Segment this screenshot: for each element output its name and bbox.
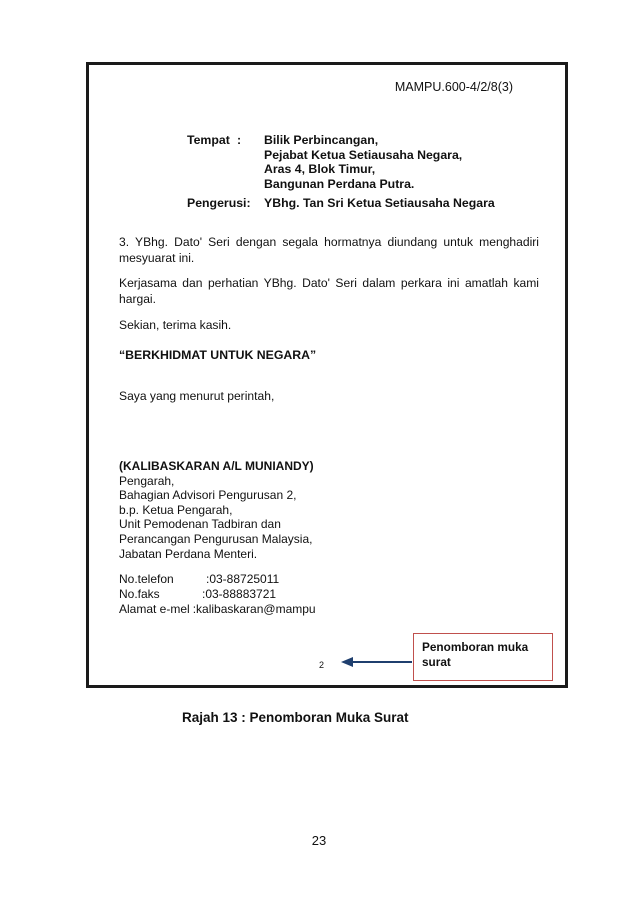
callout-line: Penomboran muka <box>422 640 529 654</box>
callout-line: surat <box>422 654 451 669</box>
paragraph-kerjasama: Kerjasama dan perhatian YBhg. Dato' Seri dalam perkara ini amatlah kami hargai. <box>119 276 539 306</box>
tempat-colon: : <box>237 133 242 147</box>
paragraph-3: 3. YBhg. Dato' Seri dengan segala hormatnya diundang untuk menghadiri mesyuarat ini. <box>119 235 539 265</box>
signatory-line: b.p. Ketua Pengarah, <box>119 502 233 517</box>
tempat-line: Bilik Perbincangan, <box>264 133 379 147</box>
telefon-label: No.telefon <box>119 572 174 586</box>
motto: “BERKHIDMAT UNTUK NEGARA” <box>119 348 317 362</box>
pengerusi-value: YBhg. Tan Sri Ketua Setiausaha Negara <box>264 196 495 210</box>
telefon-value: :03-88725011 <box>206 572 280 586</box>
signature-block <box>119 459 314 561</box>
faks-row <box>119 587 316 602</box>
telefon-row <box>119 572 316 587</box>
figure-caption: Rajah 13 : Penomboran Muka Surat <box>182 710 409 725</box>
letter-page-number: 2 <box>319 660 325 670</box>
signatory-line: Perancangan Pengurusan Malaysia, <box>119 531 313 546</box>
email-value: :kalibaskaran@mampu <box>192 601 316 616</box>
email-label: Alamat e-mel <box>119 601 190 616</box>
tempat-label: Tempat <box>187 133 230 147</box>
contact-block <box>119 572 316 616</box>
tempat-line: Aras 4, Blok Timur, <box>264 162 376 176</box>
footer-page-number: 23 <box>311 833 327 848</box>
closing-text: Sekian, terima kasih. <box>119 318 232 332</box>
tempat-line: Bangunan Perdana Putra. <box>264 176 415 191</box>
callout-box <box>413 633 553 681</box>
tempat-value <box>264 133 462 191</box>
letter-frame <box>86 62 568 688</box>
saya-text: Saya yang menurut perintah, <box>119 389 275 403</box>
signatory-line: Unit Pemodenan Tadbiran dan <box>119 517 281 532</box>
signatory-name: (KALIBASKARAN A/L MUNIANDY) <box>119 459 314 473</box>
pengerusi-label: Pengerusi: <box>187 196 251 210</box>
signatory-line: Bahagian Advisori Pengurusan 2, <box>119 488 297 503</box>
signatory-line: Pengarah, <box>119 473 175 488</box>
reference-number: MAMPU.600-4/2/8(3) <box>394 80 513 94</box>
faks-value: :03-88883721 <box>202 586 277 601</box>
tempat-line: Pejabat Ketua Setiausaha Negara, <box>264 147 463 162</box>
email-row <box>119 602 316 617</box>
signatory-line: Jabatan Perdana Menteri. <box>119 546 258 561</box>
faks-label: No.faks <box>119 586 160 601</box>
